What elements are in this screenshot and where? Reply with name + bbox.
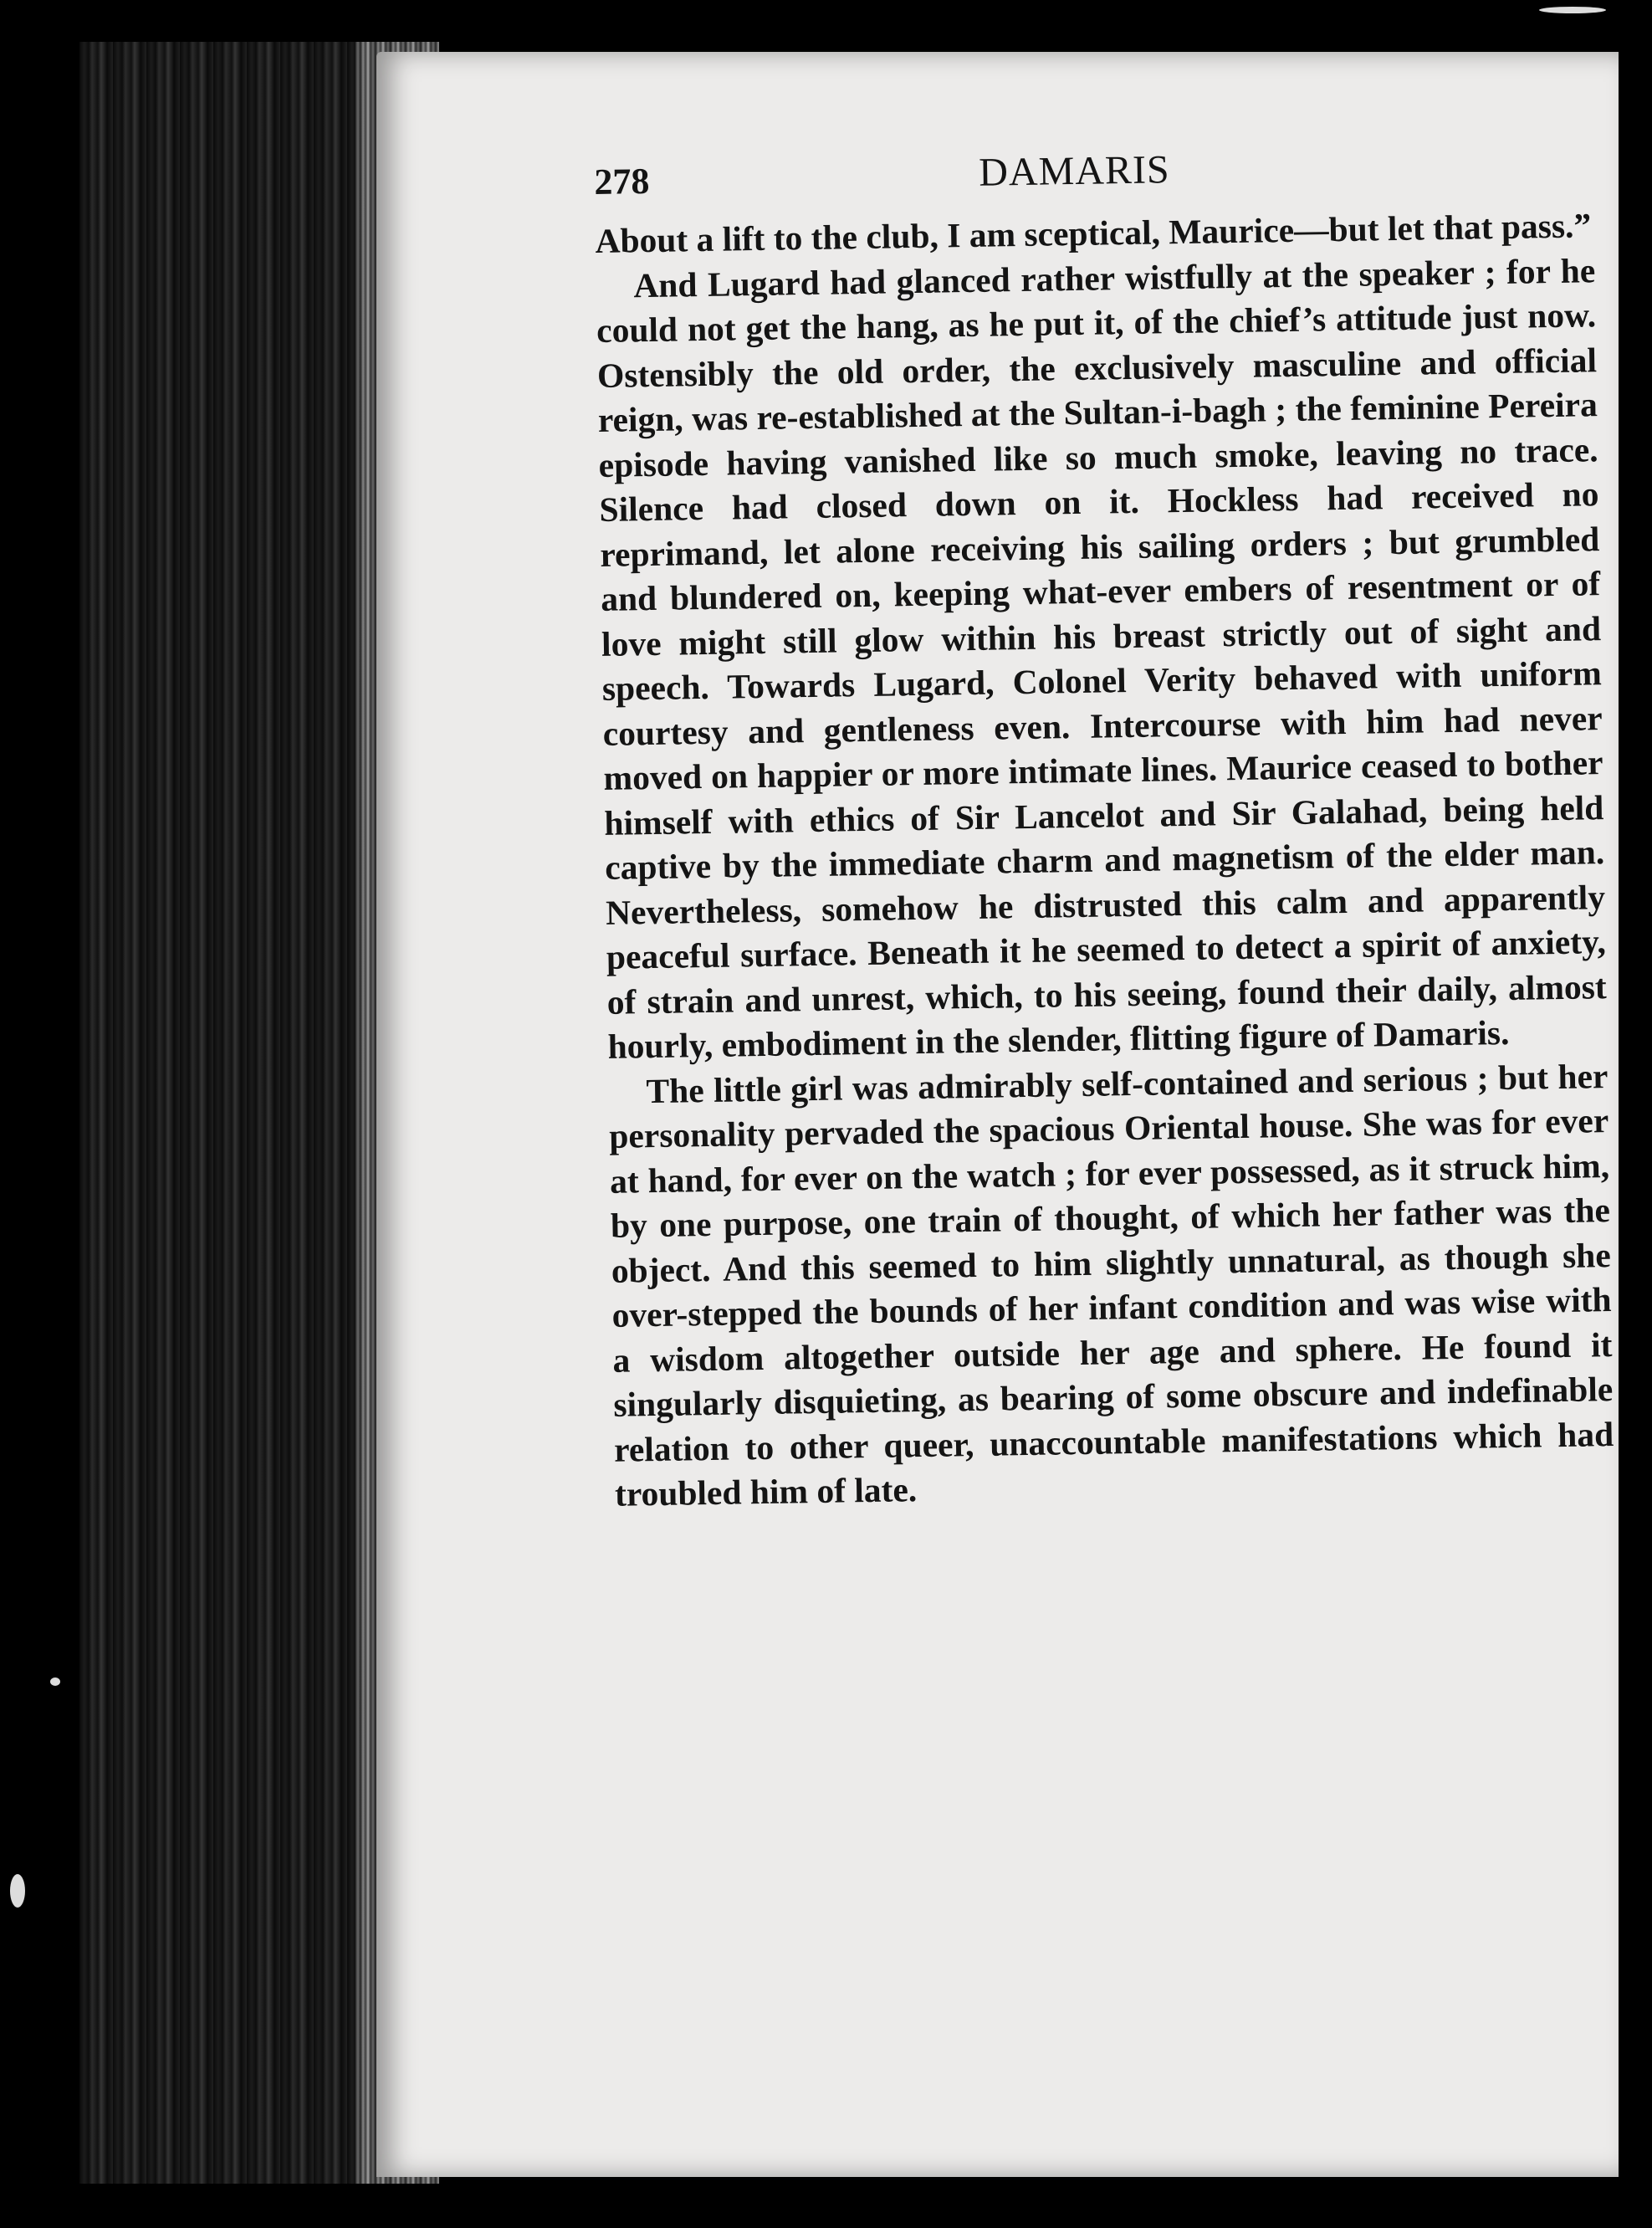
running-title: DAMARIS <box>978 147 1171 195</box>
scan-speck <box>1539 7 1606 13</box>
scan-speck <box>10 1874 25 1908</box>
paragraph-3: The little girl was admirably self-contained and serious ; but her personality pervaded the spacious Oriental house. She was for ever at hand, for ever on the watch ; for ever possessed, as it struck him, by one purpose, one train of thought, of which her father was the object. And this seemed to him slightly unnatural, as though she over-stepped the bounds of her infant condition and was wise with a wisdom altogether outside her age and sphere. He found it singularly disquieting, as bearing of some obscure and indefinable relation to other queer, unaccountable manifestations which had troubled him of late. <box>608 1056 1614 1514</box>
page-number: 278 <box>594 160 650 202</box>
paragraph-2: And Lugard had glanced rather wistfully at the speaker ; for he could not get the hang, as he put it, of the chief’s attitude just now. Ostensibly the old order, the exclusively masculine and official reign, was re-established at the Sultan-i-bagh ; the feminine Pereira episode having vanished like so much smoke, leaving no trace. Silence had closed down on it. Hockless had received no reprimand, let alone receiving his sailing orders ; but grumbled and blundered on, keeping what-ever embers of resentment or of love might still glow within his breast strictly out of sight and speech. Towards Lugard, Colonel Verity behaved with uniform courtesy and gentleness even. Intercourse with him had never moved on happier or more intimate lines. Maurice ceased to bother himself with ethics of Sir Lancelot and Sir Galahad, being held captive by the immediate charm and magnetism of the elder man. Nevertheless, somehow he distrusted this calm and apparently peaceful surface. Beneath it he seemed to detect a spirit of anxiety, of strain and unrest, which, to his seeing, found their daily, almost hourly, embodiment in the slender, flitting figure of Damaris. <box>596 250 1608 1066</box>
printed-page <box>376 52 1619 2177</box>
scan-speck <box>50 1677 60 1686</box>
page-text-block <box>594 145 1614 1517</box>
paragraph-1: About a lift to the club, I am sceptical, Maurice—but let that pass.” <box>595 206 1592 260</box>
